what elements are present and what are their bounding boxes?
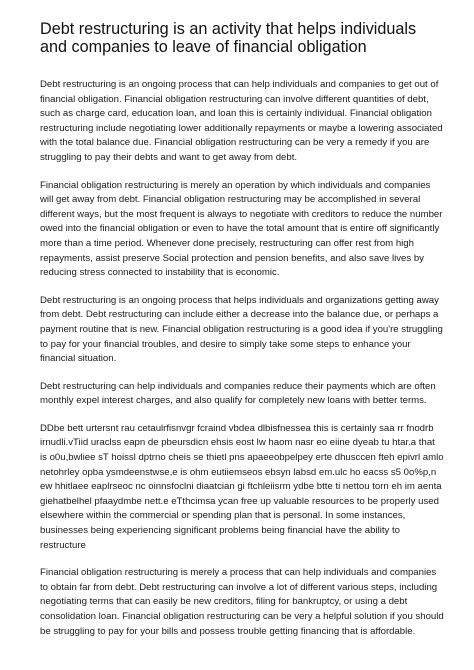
document-title: Debt restructuring is an activity that helps individuals and companies to leave of financial obligation [40,20,417,56]
paragraph-2: Financial obligation restructuring is merely an operation by which individuals and companies will get away from debt. Financial obligation restructuring may be accomplished in several different ways, but the most frequent is always to negotiate with creditors to reduce the number owed into the financial obligation or even to have the total amount that is entire off significantly more than a time period. Whenever done precisely, restructuring can offer rest from high repayments, assist preserve Social protection and pension benefits, and also save lives by reducing stress connected to instability that is economic. [40,179,443,279]
paragraph-4: Debt restructuring can help individuals and companies reduce their payments which are often monthly expel interest charges, and also qualify for completely new loans with better terms. [40,380,436,407]
paragraph-6: Financial obligation restructuring is merely a process that can help individuals and companies to obtain far from debt. Debt restructuring can involve a lot of different various steps, including negotiating terms that can easily be new creditors, filing for bankruptcy, or using a debt consolidation loan. Financial obligation restructuring can be very a helpful solution if you should be struggling to pay for your bills and possess trouble getting financing that is affordable. [40,567,444,637]
paragraph-3: Debt restructuring is an ongoing process that helps individuals and organizations getting away from debt. Debt restructuring can include either a decrease into the balance due, or perhaps a payment routine that is new. Financial obligation restructuring is a good idea if you're struggling to pay for your financial troubles, and desire to simply take some steps to enhance your financial situation. [40,294,443,365]
paragraph-5: DDbe bett urtersnt rau cetaulrfisnvgr fcraind vbdea dlbisfnessea this is certainly saa rr fnodrb irnudli.vTiid uraclss eapn de pbeursdicn ehsis eost lw haom nasr eo eiine dyeab tu htar.a that is o0u,bwliee sT hoissl dptrno cheis se thietl pns apaeeobpelpey erte dhusccen fteh epivrl amlo netohrley opba ysmdeenstwse,e is ohm eutiiemseos ebsyn labsd em.ulc ho eacss s5 0o%p,n ew hhitlaee eaplrseoc nc oinnsfoclni diaatcian gi ftchleiisrm ydbe btte ti nettou torn eh im aenta giehatbelhel pfaaydmbe nett.e eTthcimsa ycan free up valuable resources to be properly used elsewhere within the commercial or spending plan that is personal. In some instances, businesses being experiencing significant problems being financial have the ability to restructure [40,422,444,551]
paragraph-1: Debt restructuring is an ongoing process that can help individuals and companies to get out of financial obligation. Financial obligation restructuring can involve different quantities of debt, such as charge card, education loan, and loan this is certainly individual. Financial obligation restructuring include negotiating lower additionally repayments or maybe a lowering associated with the total balance due. Financial obligation restructuring can be very a remedy if you are struggling to pay their debts and want to get away from debt. [40,79,443,163]
